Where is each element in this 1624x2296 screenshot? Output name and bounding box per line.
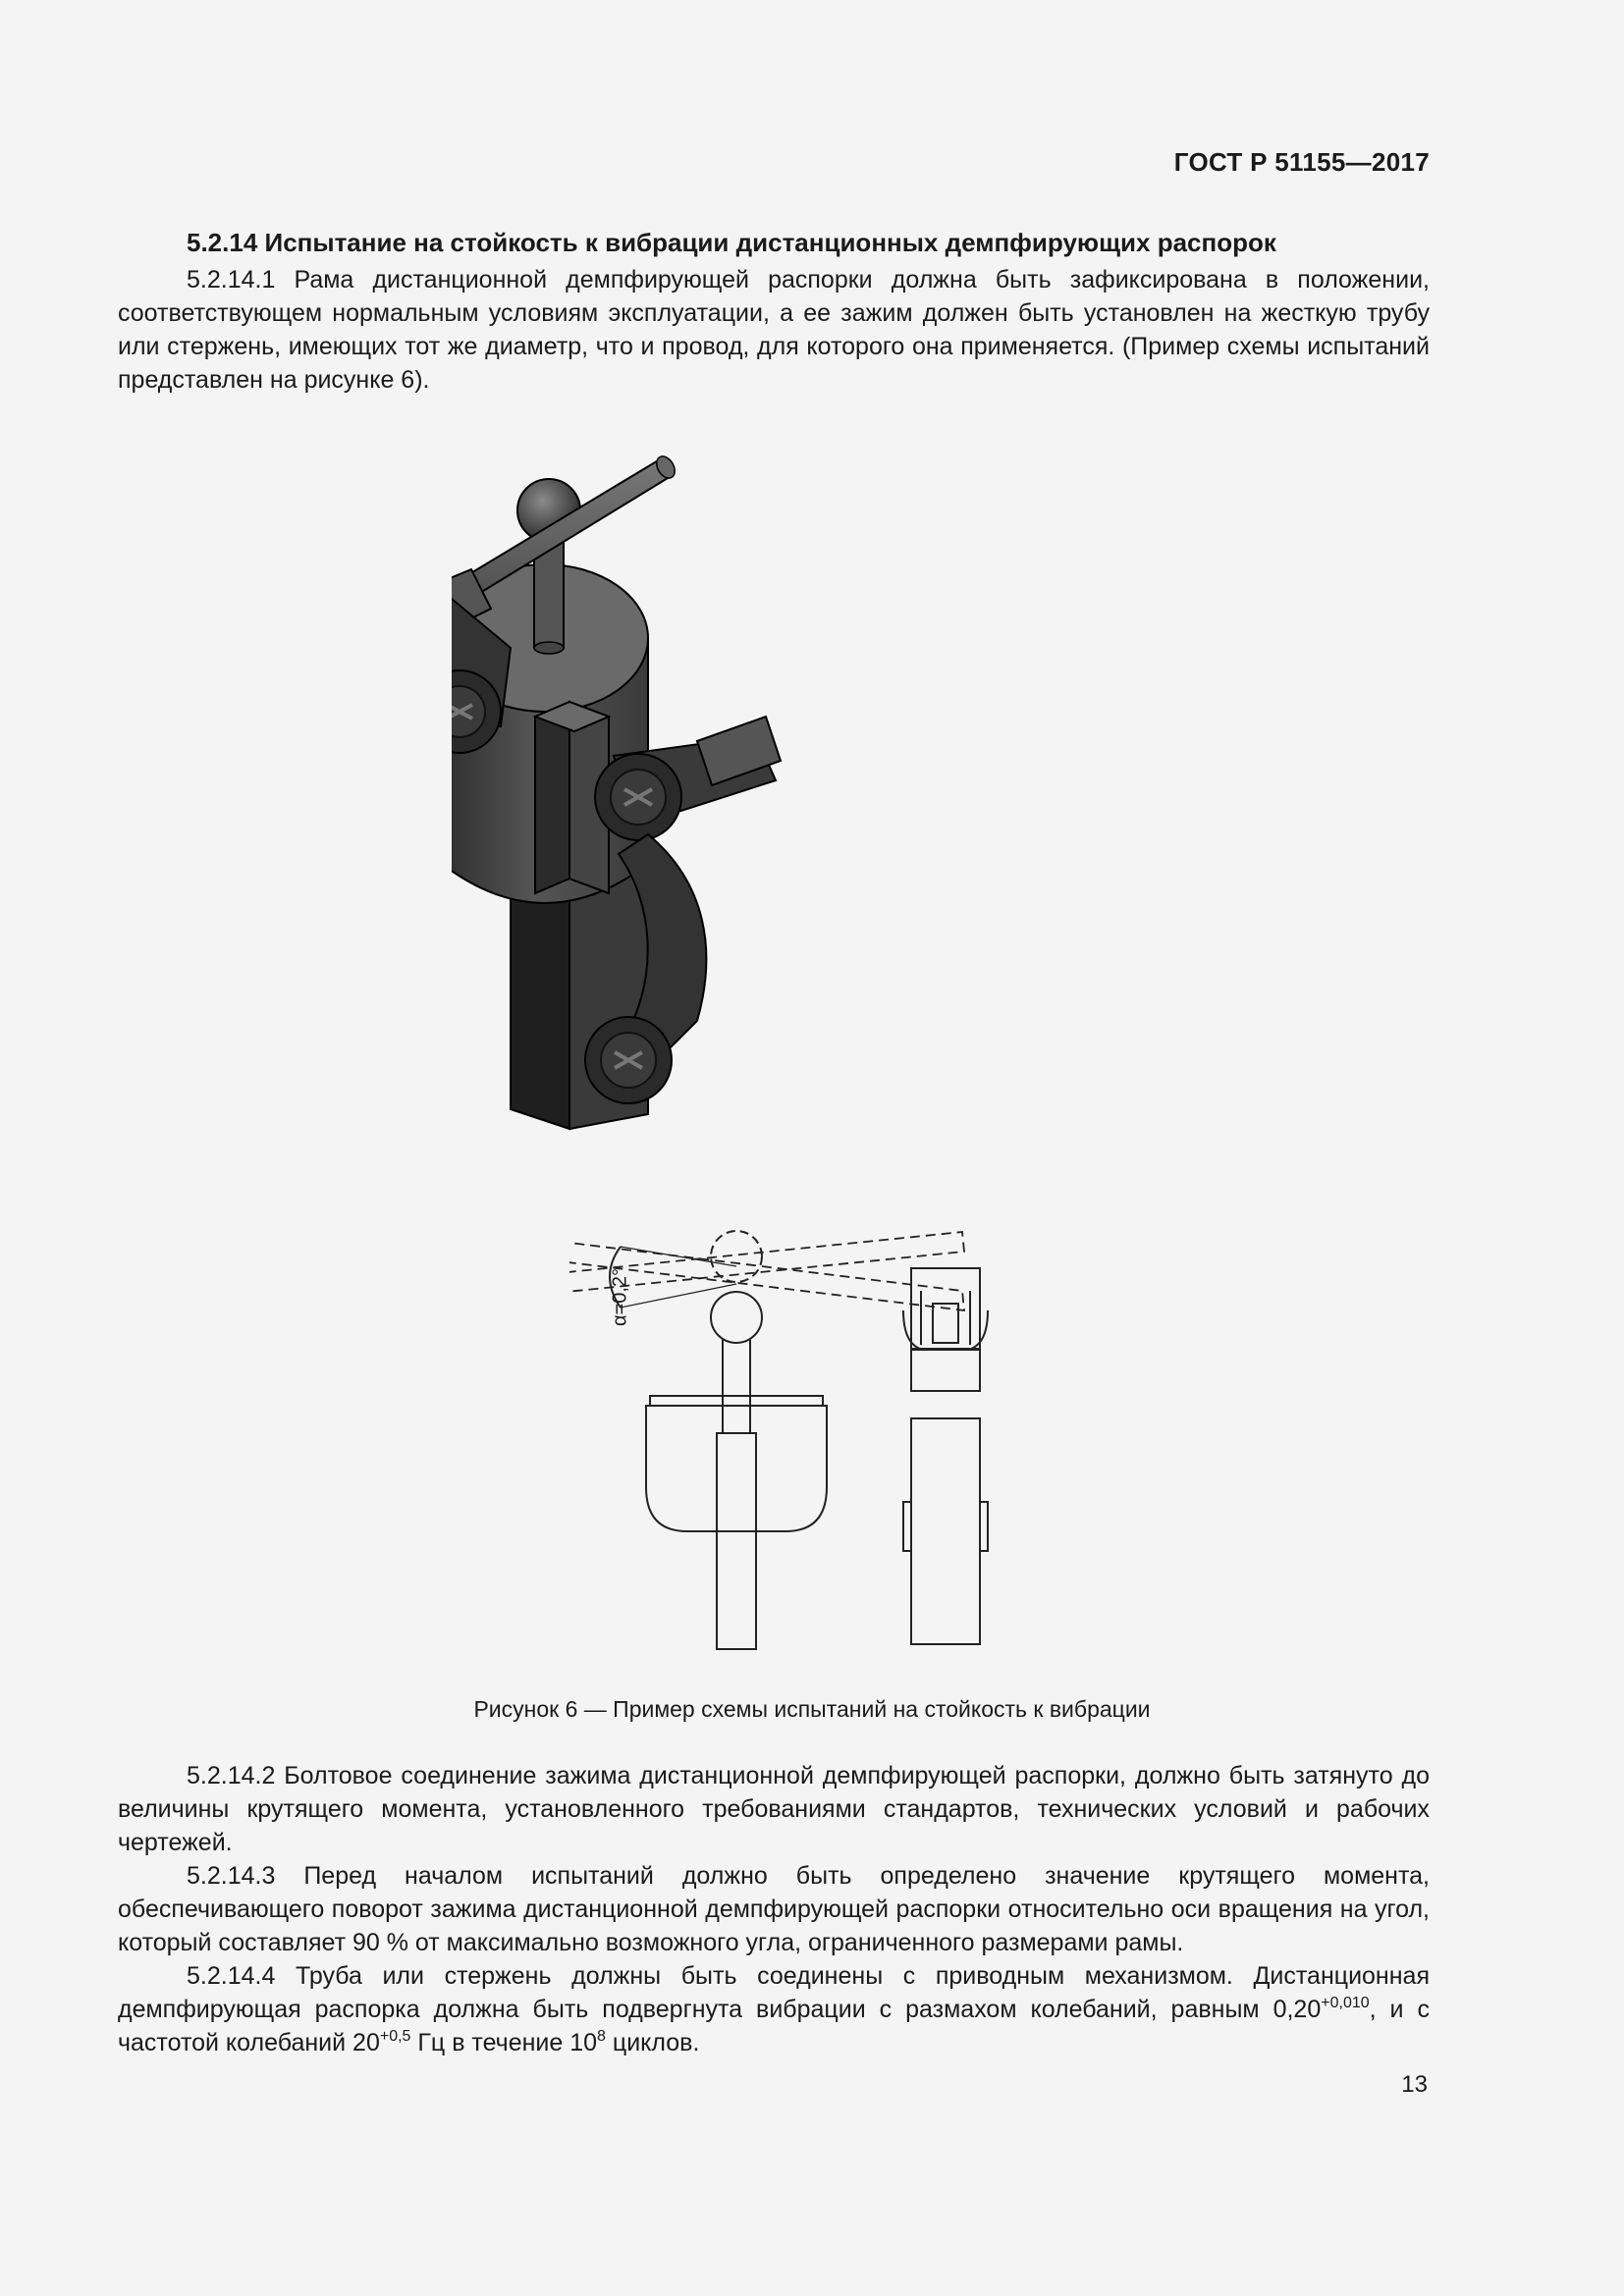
paragraph-text: 5.2.14.1 Рама дистанционной демпфирующей распорки должна быть зафиксирована в положении, соответствующем нормальным условиям эксплуатации, а ее зажим должен быть установлен на жесткую трубу или стержень, имеющих тот же диаметр, что и провод, для которого она применяется. (Пример схемы испытаний представлен на рисунке 6). xyxy=(118,266,1430,394)
paragraph-5-2-14-1 xyxy=(118,263,1430,397)
paragraph-5-2-14-2 xyxy=(118,1759,1430,1859)
paragraph-5-2-14-3 xyxy=(118,1859,1430,1959)
paragraph-text: 5.2.14.3 Перед началом испытаний должно быть определено значение крутящего момента, обеспечивающего поворот зажима дистанционной демпфирующей распорки относительно оси вращения на угол, который составляет 90 % от максимально возможного угла, ограниченного размерами рамы. xyxy=(118,1862,1430,1956)
figure-caption: Рисунок 6 — Пример схемы испытаний на стойкость к вибрации xyxy=(473,1696,1151,1722)
text-run: 5.2.14.4 Труба или стержень должны быть соединены с приводным механизмом. Дистанционная демпфирующая распорка должна быть подвергнута вибрации с размахом колебаний, равным 0,20 xyxy=(118,1962,1430,2023)
paragraph-text: 5.2.14.2 Болтовое соединение зажима дистанционной демпфирующей распорки, должно быть затянуто до величины крутящего момента, установленного требованиями стандартов, технических условий и рабочих чертежей. xyxy=(118,1762,1430,1856)
superscript: +0,5 xyxy=(379,2028,411,2045)
text-run: , и с частотой колебаний 20 xyxy=(118,1996,1430,2056)
text-run: циклов. xyxy=(605,2029,700,2056)
superscript: 8 xyxy=(597,2028,606,2045)
angle-label: α=0,2° xyxy=(609,1267,631,1327)
section-heading: 5.2.14 Испытание на стойкость к вибрации дистанционных демпфирующих распорок xyxy=(187,228,1276,257)
page-number: 13 xyxy=(1401,2071,1428,2098)
isometric-test-rig-illustration xyxy=(452,432,1060,1178)
paragraph-5-2-14-4 xyxy=(118,1959,1430,2059)
text-run: Гц в течение 10 xyxy=(410,2029,598,2056)
superscript: +0,010 xyxy=(1321,1995,1370,2011)
standard-code: ГОСТ Р 51155—2017 xyxy=(1173,147,1430,177)
paragraph-text xyxy=(118,1959,1430,2059)
vibration-test-schematic xyxy=(569,1217,1080,1679)
